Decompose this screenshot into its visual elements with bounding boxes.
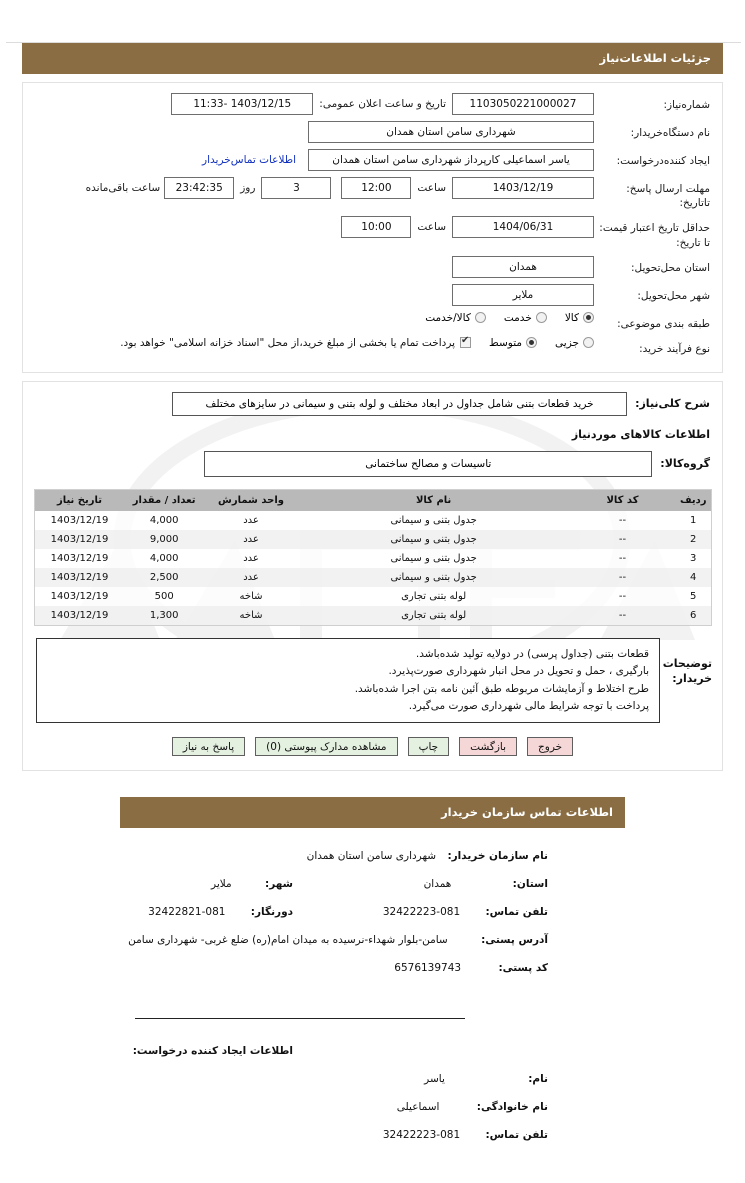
buyer-contact-section [22, 797, 723, 1183]
deadline-time-label: ساعت [417, 182, 446, 194]
need-info-panel [22, 82, 723, 373]
row-city [31, 284, 714, 306]
announce-label: تاریخ و ساعت اعلان عمومی: [319, 98, 446, 110]
cell-name: جدول بتنی و سیمانی [390, 534, 477, 546]
cell-date: 1403/12/19 [50, 591, 109, 603]
buyer-contact-grid [0, 850, 723, 1000]
col-header-code: کد کالا [569, 490, 676, 512]
cell-unit: عدد [243, 553, 259, 565]
table-row [34, 511, 711, 530]
process-option-minor-label: جزیی [555, 336, 579, 349]
validity-time-label: ساعت [417, 221, 446, 234]
cell-row: 1 [690, 515, 697, 527]
buyer-note-line: پرداخت با توجه شرایط مالی شهرداری صورت می‌گیرد. [408, 699, 649, 712]
need-summary-label: شرح کلی‌نیاز: [635, 397, 710, 411]
print-button[interactable]: چاپ [408, 737, 450, 756]
goods-group-label: گروه‌کالا: [660, 457, 710, 471]
category-option-goods-service[interactable] [425, 312, 486, 324]
table-row [34, 549, 711, 568]
buyer-contact-title: اطلاعات تماس سازمان خریدار [441, 805, 613, 820]
cell-qty: 500 [154, 591, 174, 603]
goods-group-field[interactable]: تاسیسات و مصالح ساختمانی [204, 451, 652, 477]
creator-contact-grid [0, 1073, 723, 1183]
creator-first-name [424, 1073, 548, 1085]
radio-icon-service[interactable] [536, 312, 547, 323]
buyer-notes-row [31, 638, 714, 723]
creator-phone-label: تلفن تماس: [485, 1129, 548, 1142]
goods-group-row [31, 451, 714, 477]
row-province [31, 256, 714, 278]
row-price-validity [31, 216, 714, 249]
contact-postal-label: کد پستی: [498, 962, 548, 975]
cell-code: -- [618, 534, 627, 546]
contact-city-label: شهر: [265, 878, 293, 891]
cell-row: 5 [690, 591, 697, 603]
remaining-days-field[interactable]: 3 [261, 177, 331, 199]
goods-table [34, 489, 712, 626]
creator-last-name [397, 1101, 548, 1113]
contact-fax-label: دورنگار: [250, 906, 293, 919]
cell-name: جدول بتنی و سیمانی [390, 572, 477, 584]
cell-code: -- [618, 610, 627, 622]
exit-button[interactable]: خروج [527, 737, 573, 756]
cell-name: لوله بتنی تجاری [401, 610, 467, 622]
deadline-label: مهلت ارسال پاسخ: تاتاریخ: [626, 183, 710, 210]
table-row [34, 568, 711, 587]
cell-date: 1403/12/19 [50, 610, 109, 622]
goods-table-head [34, 490, 711, 512]
buyer-note-line: قطعات بتنی (جداول پرسی) در دولایه تولید شده‌باشد. [415, 648, 649, 661]
cell-date: 1403/12/19 [50, 515, 109, 527]
cell-date: 1403/12/19 [50, 553, 109, 565]
contact-phone-label: تلفن تماس: [485, 906, 548, 919]
days-unit-label: روز [240, 182, 256, 194]
contact-phone-value: 081-32422223 [382, 906, 461, 919]
buyer-notes-box [36, 638, 660, 723]
contact-postal [394, 962, 548, 974]
category-option-service[interactable] [504, 312, 547, 324]
table-row [34, 530, 711, 549]
cell-unit: شاخه [239, 591, 263, 603]
creator-first-name-label: نام: [528, 1073, 548, 1086]
cell-unit: شاخه [239, 610, 263, 622]
content-container [0, 43, 745, 1183]
cell-name: جدول بتنی و سیمانی [390, 515, 477, 527]
contact-province-value: همدان [423, 878, 452, 891]
remaining-time-label: ساعت باقی‌مانده [85, 182, 161, 194]
remaining-time-field[interactable]: 23:42:35 [164, 177, 234, 199]
treasury-checkbox-label: پرداخت تمام یا بخشی از مبلغ خرید،از محل "اسناد خزانه اسلامی" خواهد بود. [120, 336, 456, 349]
deadline-date-field[interactable]: 1403/12/19 [452, 177, 594, 199]
cell-code: -- [618, 515, 627, 527]
creator-last-name-label: نام خانوادگی: [476, 1101, 548, 1114]
row-category [31, 312, 714, 331]
cell-unit: عدد [243, 572, 259, 584]
buyer-contact-body [22, 828, 723, 1183]
contact-address-label: آدرس پستی: [481, 934, 548, 947]
checkbox-icon-treasury[interactable] [460, 337, 471, 348]
cell-row: 2 [690, 534, 697, 546]
deadline-time-field[interactable]: 12:00 [341, 177, 411, 199]
contact-org-name [307, 850, 548, 862]
view-attachments-button[interactable]: مشاهده مدارک پیوستی (0) [255, 737, 397, 756]
page-title-bar [22, 43, 723, 74]
treasury-checkbox-item[interactable] [120, 337, 471, 349]
cell-qty: 2,500 [149, 572, 179, 584]
cell-row: 3 [690, 553, 697, 565]
need-summary-field[interactable]: خرید قطعات بتنی شامل جداول در ابعاد مختلف و لوله بتنی و سیمانی در سایزهای مختلف [172, 392, 627, 416]
creator-section-title: اطلاعات ایجاد کننده درخواست: [132, 1045, 293, 1058]
cell-code: -- [618, 572, 627, 584]
creator-field[interactable]: یاسر اسماعیلی کارپرداز شهرداری سامن استان همدان [308, 149, 594, 171]
buyer-contact-title-bar [120, 797, 625, 828]
cell-row: 6 [690, 610, 697, 622]
need-number-field[interactable]: 1103050221000027 [452, 93, 594, 115]
cell-date: 1403/12/19 [50, 572, 109, 584]
respond-to-need-button[interactable]: پاسخ به نیاز [172, 737, 245, 756]
validity-label: حداقل تاریخ اعتبار قیمت: تا تاریخ: [599, 222, 710, 249]
validity-date-field[interactable]: 1404/06/31 [452, 216, 594, 238]
table-row [34, 587, 711, 606]
creator-phone [383, 1129, 548, 1141]
contact-phone [383, 906, 548, 918]
row-buyer-org [31, 121, 714, 143]
top-spacer [0, 0, 745, 42]
contact-divider [135, 1018, 465, 1019]
buyer-notes-label: توضیحات خریدار: [662, 657, 712, 686]
col-header-row: ردیف [676, 490, 711, 512]
row-creator [31, 149, 714, 171]
col-header-unit: واحد شمارش [204, 490, 298, 512]
radio-icon-goods-service[interactable] [475, 312, 486, 323]
cell-name: جدول بتنی و سیمانی [390, 553, 477, 565]
contact-province-label: استان: [512, 878, 548, 891]
cell-name: لوله بتنی تجاری [401, 591, 467, 603]
contact-postal-value: 6576139743 [394, 962, 462, 975]
goods-table-header-row [34, 490, 711, 512]
back-button[interactable]: بازگشت [459, 737, 517, 756]
need-summary-row [31, 392, 714, 416]
category-label: طبقه بندی موضوعی: [617, 317, 710, 330]
cell-qty: 1,300 [149, 610, 179, 622]
creator-last-name-value: اسماعیلی [396, 1101, 440, 1114]
row-process [31, 337, 714, 356]
radio-icon-medium[interactable] [526, 337, 537, 348]
category-option-goods-service-label: کالا/خدمت [425, 311, 471, 324]
cell-qty: 9,000 [149, 534, 179, 546]
contact-fax [148, 906, 293, 918]
page-title: جزئیات اطلاعات‌نیاز [599, 51, 711, 65]
goods-section-title: اطلاعات کالاهای موردنیاز [571, 428, 710, 442]
cell-unit: عدد [243, 515, 259, 527]
contact-fax-value: 081-32422821 [148, 906, 226, 919]
need-number-label: شماره‌نیاز: [663, 99, 710, 111]
contact-org-name-label: نام سازمان خریدار: [447, 850, 548, 863]
table-row [34, 606, 711, 626]
creator-label: ایجاد کننده‌درخواست: [616, 155, 710, 167]
process-label: نوع فرآیند خرید: [639, 342, 710, 355]
radio-icon-minor[interactable] [583, 337, 594, 348]
col-header-name: نام کالا [298, 490, 569, 512]
col-header-date: تاریخ نیاز [34, 490, 124, 512]
province-label: استان محل‌تحویل: [630, 261, 710, 274]
process-option-medium[interactable] [489, 337, 537, 349]
validity-time-field[interactable]: 10:00 [341, 216, 411, 238]
cell-unit: عدد [243, 534, 259, 546]
contact-address-value: سامن-بلوار شهداء-نرسیده به میدان امام(ره) ضلع غربی- شهرداری سامن [128, 934, 448, 947]
cell-qty: 4,000 [149, 553, 179, 565]
cell-code: -- [618, 553, 627, 565]
contact-org-name-value: شهرداری سامن استان همدان [306, 850, 437, 863]
buyer-contact-link[interactable]: اطلاعات تماس‌خریدار [202, 154, 296, 166]
province-field[interactable]: همدان [452, 256, 594, 278]
buyer-note-line: طرح اختلاط و آزمایشات مربوطه طبق آئین نامه بتن اجرا شده‌باشد. [354, 682, 649, 695]
category-option-service-label: خدمت [503, 311, 532, 324]
cell-date: 1403/12/19 [50, 534, 109, 546]
category-radio-group [407, 312, 594, 324]
contact-province [424, 878, 548, 890]
cell-row: 4 [690, 572, 697, 584]
row-need-number [31, 93, 714, 115]
creator-first-name-value: یاسر [424, 1073, 445, 1086]
city-field[interactable]: ملایر [452, 284, 594, 306]
col-header-qty: تعداد / مقدار [124, 490, 203, 512]
goods-table-body [34, 511, 711, 626]
action-button-bar [31, 737, 714, 760]
radio-icon-goods[interactable] [583, 312, 594, 323]
process-radio-group [102, 337, 594, 349]
cell-code: -- [618, 591, 627, 603]
process-option-minor[interactable] [555, 337, 594, 349]
buyer-note-line: بارگیری ، حمل و تحویل در محل انبار شهرداری صورت‌پذیرد. [388, 665, 649, 678]
contact-city-value: ملایر [211, 878, 232, 891]
goods-panel [22, 381, 723, 771]
creator-phone-value: 081-32422223 [382, 1129, 461, 1142]
buyer-org-label: نام دستگاه‌خریدار: [630, 127, 710, 139]
buyer-org-field[interactable]: شهرداری سامن استان همدان [308, 121, 594, 143]
category-option-goods[interactable] [565, 312, 594, 324]
category-option-goods-label: کالا [564, 311, 579, 324]
cell-qty: 4,000 [149, 515, 179, 527]
contact-address [128, 934, 548, 946]
row-deadline [31, 177, 714, 210]
announce-datetime-field[interactable]: 1403/12/15 -11:33 [171, 93, 313, 115]
city-label: شهر محل‌تحویل: [637, 289, 710, 302]
process-option-medium-label: متوسط [489, 336, 523, 349]
contact-city [211, 878, 293, 890]
